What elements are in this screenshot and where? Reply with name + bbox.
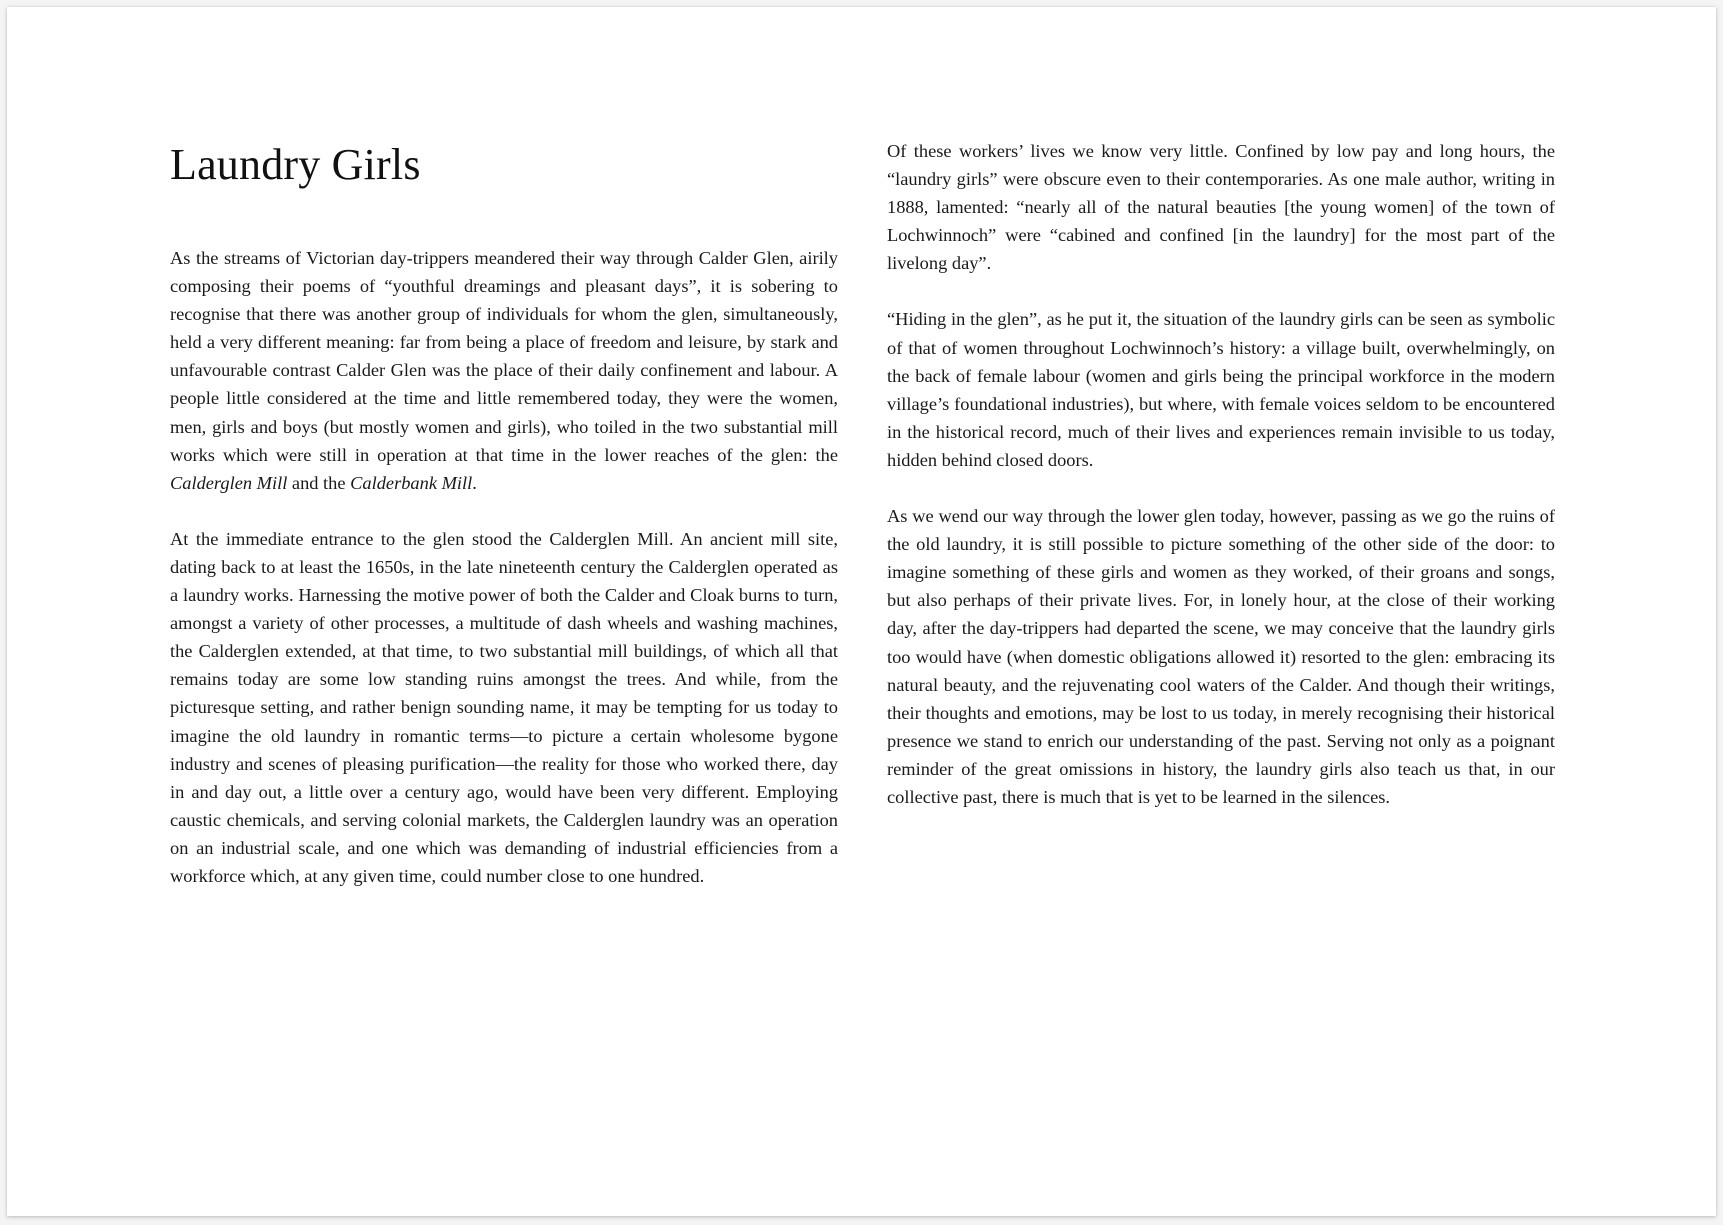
mill-name-calderbank: Calderbank Mill — [350, 472, 473, 493]
paragraph-calderglen-mill: At the immediate entrance to the glen stood the Calderglen Mill. An ancient mill site, dating back to at least the 1650s, in the late nineteenth century the Calderglen operated as a laundry works. Harnessing the motive power of both the Calder and Cloak burns to turn, amongst a variety of other processes, a multitude of dash wheels and washing machines, the Calderglen extended, at that time, to two substantial mill buildings, of which all that remains today are some low standing ruins amongst the trees. And while, from the picturesque setting, and rather benign sounding name, it may be tempting for us today to imagine the old laundry in romantic terms—to picture a certain wholesome bygone industry and scenes of pleasing purification—the reality for those who worked there, day in and day out, a little over a century ago, would have been very different. Employing caustic chemicals, and serving colonial markets, the Calderglen laundry was an operation on an industrial scale, and one which was demanding of industrial efficiencies from a workforce which, at any given time, could number close to one hundred. — [170, 528, 838, 886]
paragraph-intro — [170, 244, 838, 497]
left-column-body — [170, 244, 838, 890]
mill-name-calderglen: Calderglen Mill — [170, 472, 288, 493]
document-page — [7, 7, 1716, 1216]
paragraph-closing: As we wend our way through the lower glen today, however, passing as we go the ruins of the old laundry, it is still possible to picture something of the other side of the door: to imagine something of these girls and women as they worked, of their groans and songs, but also perhaps of their private lives. For, in lonely hour, at the close of their working day, after the day-trippers had departed the scene, we may conceive that the laundry girls too would have (when domestic obligations allowed it) resorted to the glen: embracing its natural beauty, and the rejuvenating cool waters of the Calder. And though their writings, their thoughts and emotions, may be lost to us today, in merely recognising their historical presence we stand to enrich our understanding of the past. Serving not only as a poignant reminder of the great omissions in history, the laundry girls also teach us that, in our collective past, there is much that is yet to be learned in the silences. — [887, 506, 1555, 807]
right-column — [887, 137, 1555, 839]
page-title: Laundry Girls — [170, 140, 421, 189]
paragraph-intro-conjunction: and the — [287, 472, 351, 493]
paragraph-workers-lives: Of these workers’ lives we know very little. Confined by low pay and long hours, the “laundry girls” were obscure even to their contemporaries. As one male author, writing in 1888, lamented: “nearly all of the natural beauties [the young women] of the town of Lochwinnoch” were “cabined and confined [in the laundry] for the most part of the livelong day”. — [887, 141, 1555, 274]
paragraph-intro-text: As the streams of Victorian day-trippers meandered their way through Calder Glen, airily composing their poems of “youthful dreamings and pleasant days”, it is sobering to recognise that there was another group of individuals for whom the glen, simultaneously, held a very different meaning: far from being a place of freedom and leisure, by stark and unfavourable contrast Calder Glen was the place of their daily confinement and labour. A people little considered at the time and little remembered today, they were the women, men, girls and boys (but mostly women and girls), who toiled in the two substantial mill works which were still in operation at that time in the lower reaches of the glen: the — [170, 248, 838, 465]
paragraph-intro-end: . — [472, 472, 477, 493]
left-column — [170, 135, 838, 918]
paragraph-hiding-in-glen: “Hiding in the glen”, as he put it, the situation of the laundry girls can be seen as symbolic of that of women throughout Lochwinnoch’s history: a village built, overwhelmingly, on the back of female labour (women and girls being the principal workforce in the modern village’s foundational industries), but where, with female voices seldom to be encountered in the historical record, much of their lives and experiences remain invisible to us today, hidden behind closed doors. — [887, 309, 1555, 470]
